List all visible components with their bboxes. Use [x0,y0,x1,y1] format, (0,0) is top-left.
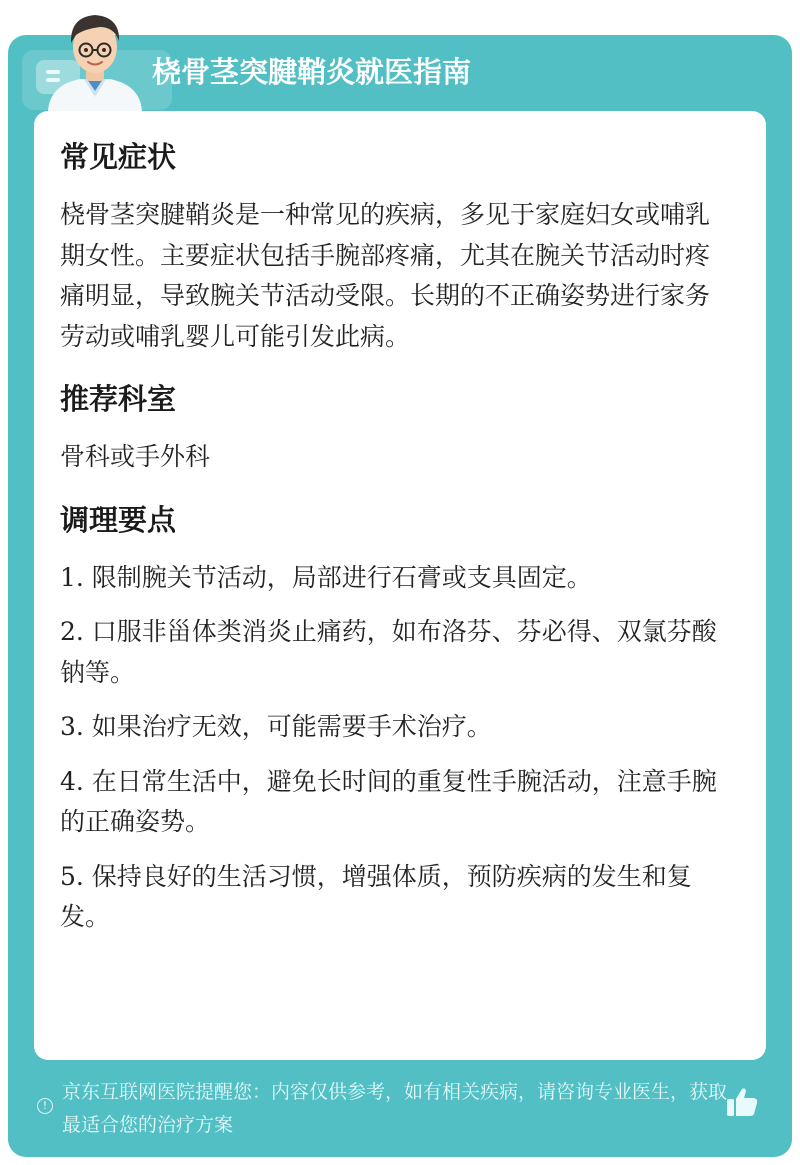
care-item-number: 5. [60,861,84,891]
symptoms-text: 桡骨茎突腱鞘炎是一种常见的疾病，多见于家庭妇女或哺乳期女性。主要症状包括手腕部疼痛，尤其在腕关节活动时疼痛明显，导致腕关节活动受限。长期的不正确姿势进行家务劳动或哺乳婴儿可能引发此病。 [60,200,711,351]
care-item-text: 在日常生活中，避免长时间的重复性手腕活动，注意手腕的正确姿势。 [60,766,717,836]
department-text: 骨科或手外科 [60,442,211,471]
care-item-number: 1. [60,562,84,592]
symptoms-heading: 常见症状 [60,140,177,174]
care-item [60,857,725,938]
thumbs-up-icon[interactable] [723,1083,761,1121]
care-item-number: 4. [60,766,84,796]
info-icon: ! [37,1098,53,1114]
doctor-avatar-icon [40,5,150,111]
care-item-text: 如果治疗无效，可能需要手术治疗。 [83,712,492,741]
department-heading: 推荐科室 [60,382,177,416]
care-item-text: 限制腕关节活动，局部进行石膏或支具固定。 [83,562,592,592]
care-item [60,762,725,843]
care-item [60,558,725,599]
care-item-text: 保持良好的生活习惯，增强体质，预防疾病的发生和复发。 [60,861,692,931]
content-card [34,111,766,1060]
care-heading: 调理要点 [60,502,177,537]
care-item [60,612,725,693]
care-item [60,707,725,748]
care-item-number: 2. [60,617,84,646]
care-item-text: 口服非甾体类消炎止痛药，如布洛芬、芬必得、双氯芬酸钠等。 [60,617,717,687]
care-list [60,558,725,938]
disclaimer-text: 京东互联网医院提醒您：内容仅供参考，如有相关疾病，请咨询专业医生，获取最适合您的治疗方案 [62,1081,728,1136]
care-item-number: 3. [60,712,84,741]
page-title: 桡骨茎突腱鞘炎就医指南 [152,55,472,89]
